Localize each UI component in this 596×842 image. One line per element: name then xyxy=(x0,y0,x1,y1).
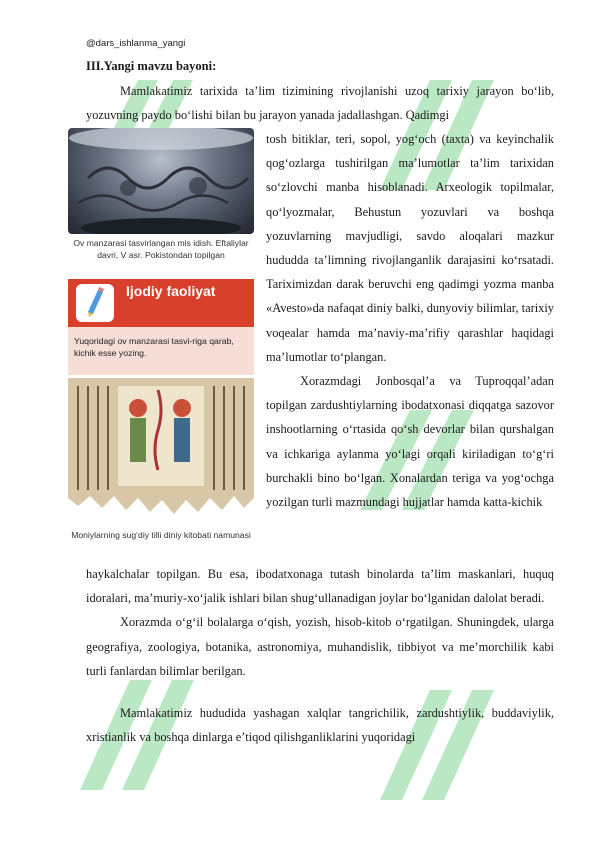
paragraph-temple-continued: haykalchalar topilgan. Bu esa, ibodatxonaga tutash binolarda ta’lim maskanlari, huquq idoralari, ma’muriy-xo‘jalik ishlari bilan shug‘ullanadigan joylar bo‘lganidan dalolat beradi. xyxy=(86,567,554,606)
manuscript-image xyxy=(68,378,254,526)
creative-activity-box xyxy=(68,279,254,375)
paragraph-sources: tosh bitiklar, teri, sopol, yog‘och (taxta) va keyinchalik qog‘ozlarga tushirilgan ma’lumotlar ta’lim tarixidan so‘zlovchi manba hisoblanadi. Arxeologik topilmalar, qo‘lyozmalar, Behustun yozuvlari va boshqa yozuvlarning mavjudligi, savdo aloqalari mazkur hududda ta’limning rivojlanganlik darajasini ko‘rsatadi. Tariximizdan darak beruvchi eng qadimgi yozma manba «Avesto»da nafaqat diniy balki, dunyoviy bilimlar, tarixiy voqealar hamda ma’naviy-ma’rifiy qarashlar haqidagi ma’lumotlar to‘plangan. xyxy=(266,132,554,364)
paragraph-intro: Mamlakatimiz tarixida ta’lim tizimining rivojlanishi uzoq tarixiy jarayon bo‘lib, yozuvning paydo bo‘lishi bilan bu jarayon yanada jadallashgan. Qadimgi xyxy=(86,84,554,123)
paragraph-religions: Mamlakatimiz hududida yashagan xalqlar tangrichilik, zardushtiylik, buddaviylik, xristianlik va boshqa dinlarga e’tiqod qilishganliklarini yuqoridagi xyxy=(86,706,554,745)
manuscript-caption: Moniylarning sug‘diy tilli diniy kitobati namunasi xyxy=(71,530,251,540)
pencil-icon xyxy=(76,284,114,322)
paragraph-temple: Xorazmdagi Jonbosqal’a va Tuproqqal’adan topilgan zardushtiylarning ibodatxonasi diqqatga sazovor inshootlarning o‘rtasida qo‘sh devorlar bilan qurshalgan va ichkariga aylanma yo‘lagi orqali kiriladigan to‘g‘ri burchakli bino bo‘lgan. Xonalardan teriga va yog‘ochga yozilgan turli mazmundagi hujjatlar hamda katta-kichik xyxy=(266,374,554,510)
page-handle: @dars_ishlanma_yangi xyxy=(86,38,186,49)
paragraph-education: Xorazmda o‘g‘il bolalarga o‘qish, yozish, hisob-kitob o‘rgatilgan. Shuningdek, ularga geografiya, zoologiya, botanika, astronomiya, muhandislik, tibbiyot va me’morchilik kabi turli fanlardan bilimlar berilgan. xyxy=(86,615,554,678)
bowl-image xyxy=(68,128,254,234)
creative-activity-title: Ijodiy faoliyat xyxy=(126,283,216,299)
creative-activity-text: Yuqoridagi ov manzarasi tasvi-riga qarab, kichik esse yozing. xyxy=(74,336,234,358)
bowl-caption: Ov manzarasi tasvirlangan mis idish. Eftaliylar davri, V asr. Pokistondan topilgan xyxy=(73,238,249,260)
section-heading: III.Yangi mavzu bayoni: xyxy=(86,59,217,73)
